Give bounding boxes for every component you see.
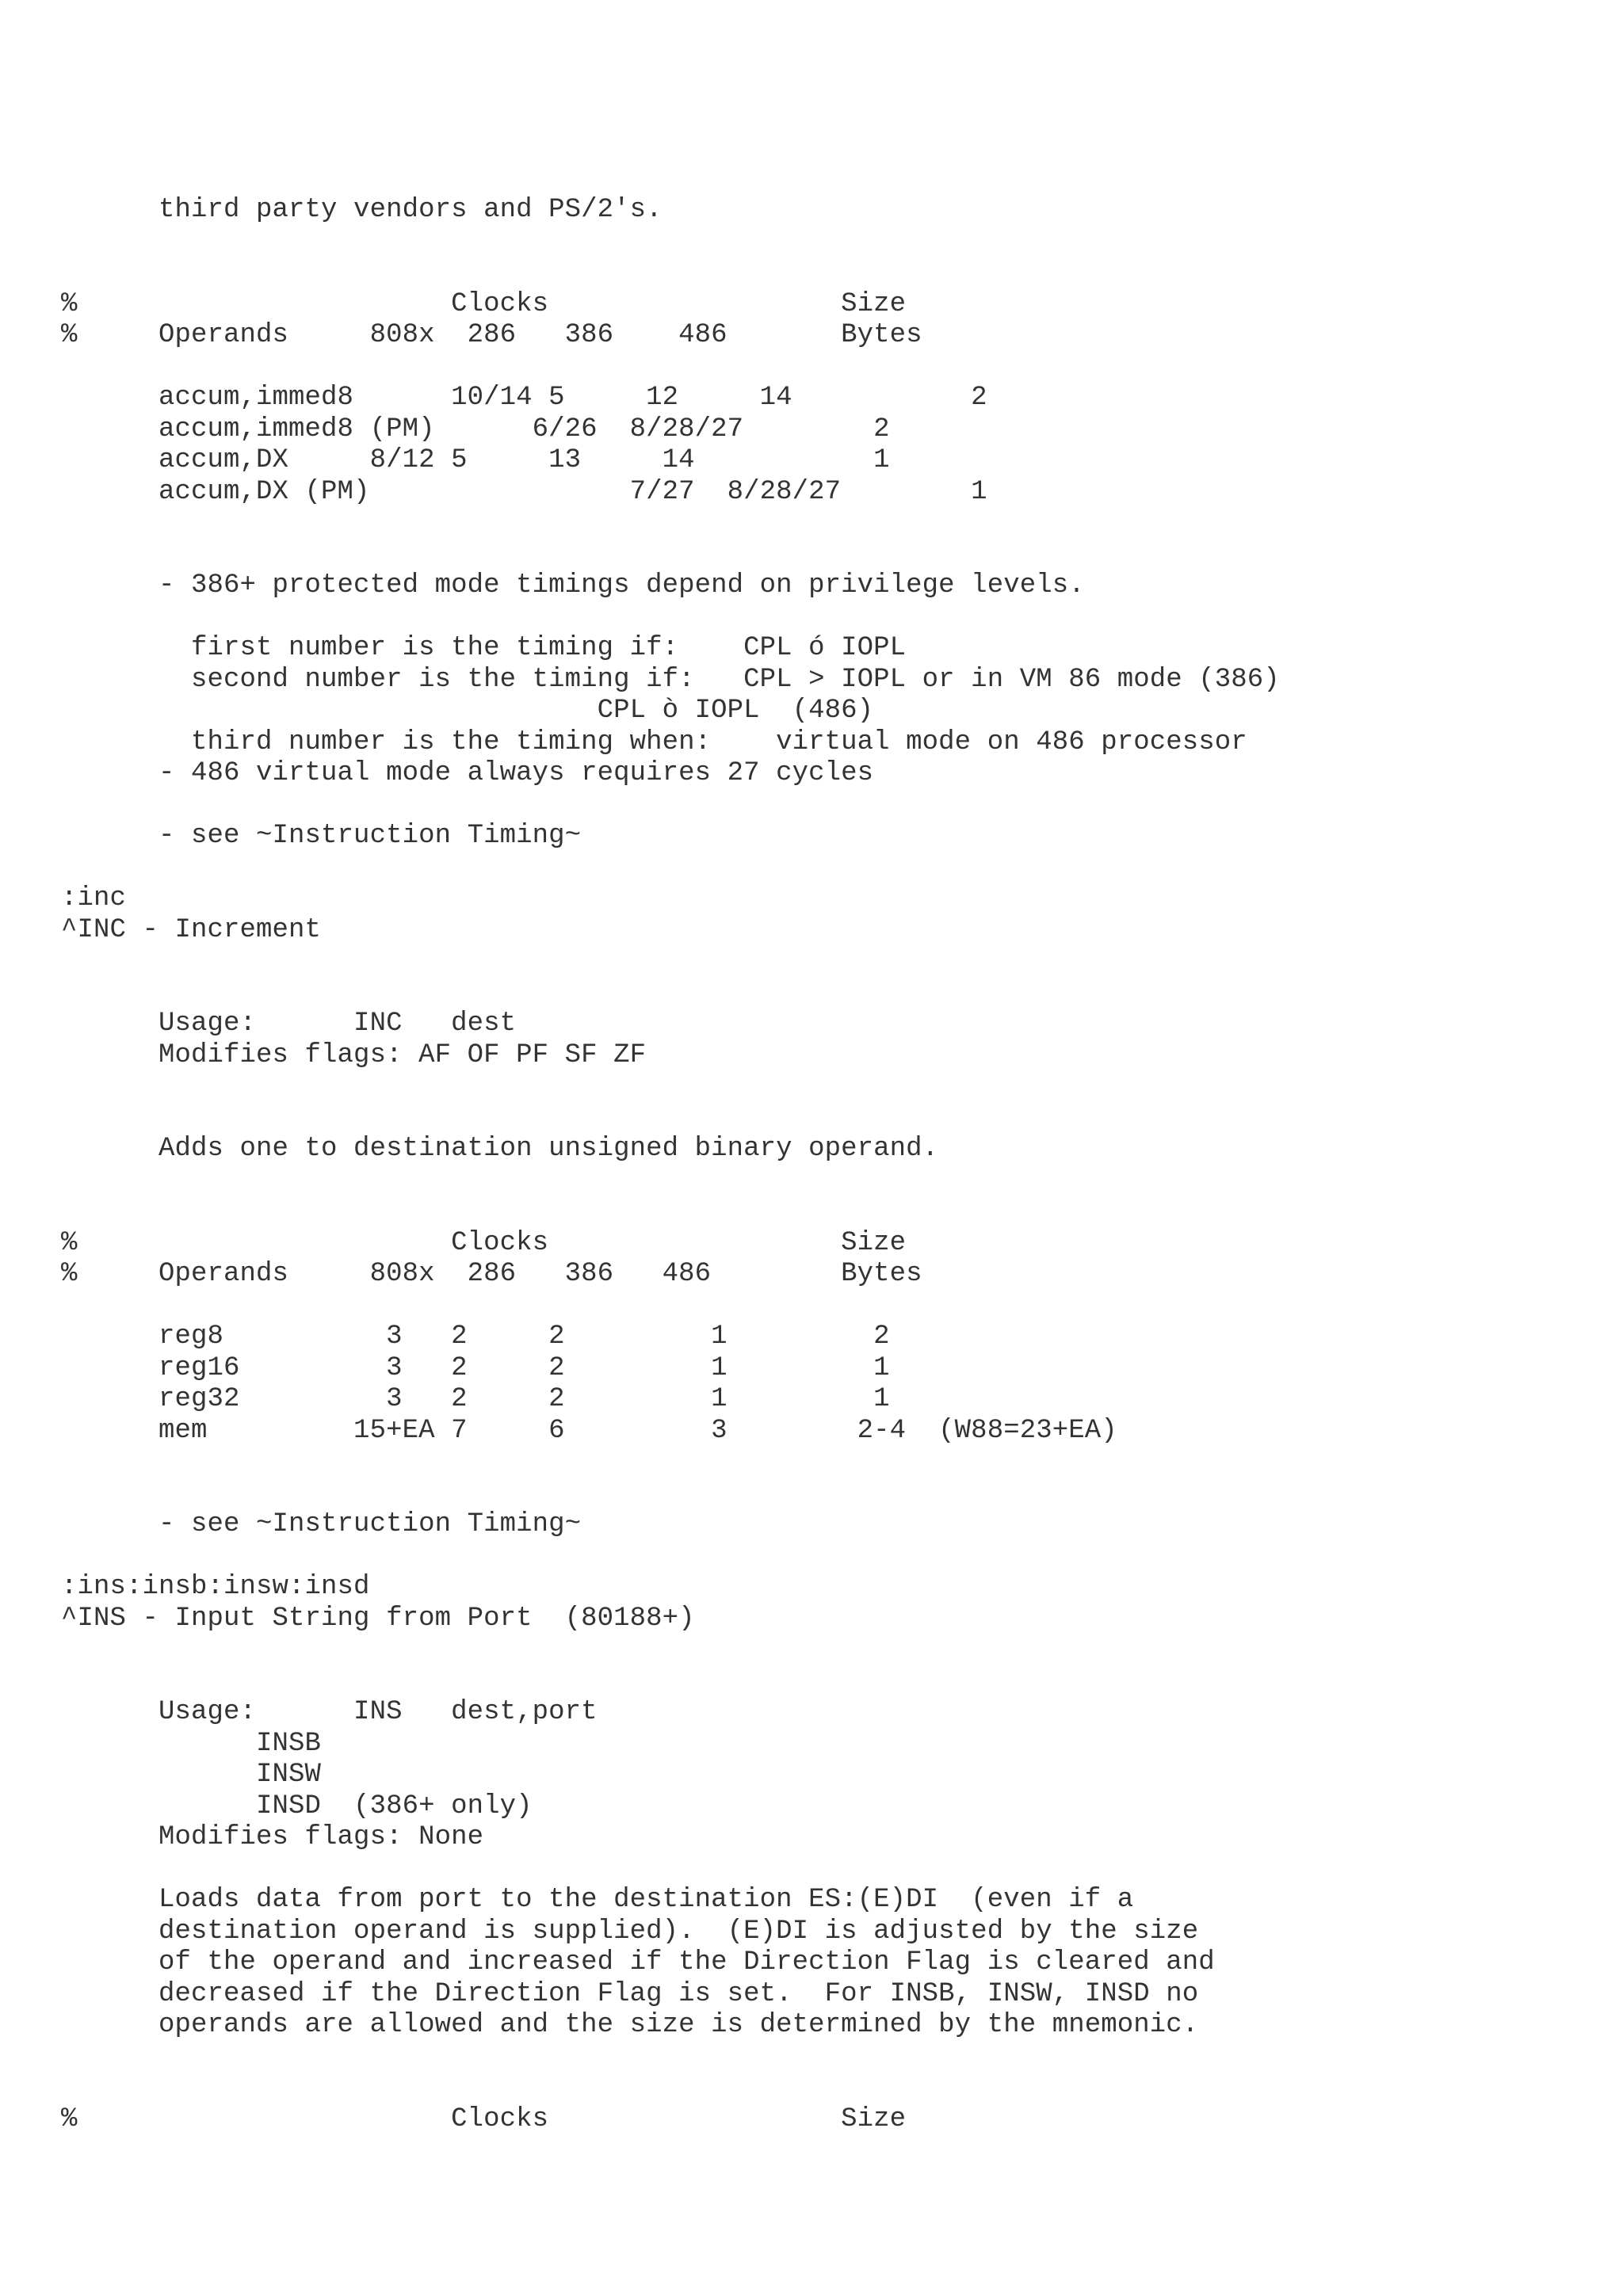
text-line: - 386+ protected mode timings depend on privilege levels. xyxy=(61,570,1085,601)
text-line: ^INC - Increment xyxy=(61,915,322,945)
text-line: destination operand is supplied). (E)DI is adjusted by the size xyxy=(61,1917,1199,1947)
text-line: % Operands 808x 286 386 486 Bytes xyxy=(61,1259,922,1289)
text-line: :inc xyxy=(61,883,127,913)
text-line: reg16 3 2 2 1 1 xyxy=(61,1353,890,1383)
text-line: accum,immed8 (PM) 6/26 8/28/27 2 xyxy=(61,414,890,444)
text-line: ^INS - Input String from Port (80188+) xyxy=(61,1604,695,1634)
text-line: accum,DX (PM) 7/27 8/28/27 1 xyxy=(61,477,987,507)
text-line: second number is the timing if: CPL > IOPL or in VM 86 mode (386) xyxy=(61,665,1280,695)
text-line: accum,DX 8/12 5 13 14 1 xyxy=(61,445,890,475)
text-line: mem 15+EA 7 6 3 2-4 (W88=23+EA) xyxy=(61,1416,1117,1446)
text-line: first number is the timing if: CPL ó IOPL xyxy=(61,633,907,663)
text-line: % Clocks Size xyxy=(61,289,907,319)
text-line: reg32 3 2 2 1 1 xyxy=(61,1384,890,1414)
text-line: Usage: INS dest,port xyxy=(61,1697,598,1727)
text-line: - see ~Instruction Timing~ xyxy=(61,821,582,851)
text-line: :ins:insb:insw:insd xyxy=(61,1572,370,1602)
text-line: accum,immed8 10/14 5 12 14 2 xyxy=(61,383,987,413)
text-line: Modifies flags: None xyxy=(61,1822,484,1852)
text-line: INSD (386+ only) xyxy=(61,1791,533,1821)
text-line: reg8 3 2 2 1 2 xyxy=(61,1322,890,1352)
text-line: third party vendors and PS/2's. xyxy=(61,195,663,225)
text-line: third number is the timing when: virtual mode on 486 processor xyxy=(61,727,1247,757)
text-line: - see ~Instruction Timing~ xyxy=(61,1509,582,1539)
text-line: Modifies flags: AF OF PF SF ZF xyxy=(61,1040,647,1070)
text-line: of the operand and increased if the Direction Flag is cleared and xyxy=(61,1947,1215,1978)
text-line: % Clocks Size xyxy=(61,1228,907,1258)
text-line: Loads data from port to the destination ES:(E)DI (even if a xyxy=(61,1885,1134,1915)
text-line: % Operands 808x 286 386 486 Bytes xyxy=(61,320,922,350)
text-line: INSW xyxy=(61,1760,322,1790)
text-line: CPL ò IOPL (486) xyxy=(61,696,874,726)
text-line: operands are allowed and the size is determined by the mnemonic. xyxy=(61,2010,1199,2040)
text-line: INSB xyxy=(61,1729,322,1759)
text-line: Usage: INC dest xyxy=(61,1009,517,1039)
text-line: % Clocks Size xyxy=(61,2104,907,2134)
text-line: Adds one to destination unsigned binary operand. xyxy=(61,1134,939,1164)
text-line: decreased if the Direction Flag is set. For INSB, INSW, INSD no xyxy=(61,1979,1199,2009)
text-line: - 486 virtual mode always requires 27 cycles xyxy=(61,758,874,788)
